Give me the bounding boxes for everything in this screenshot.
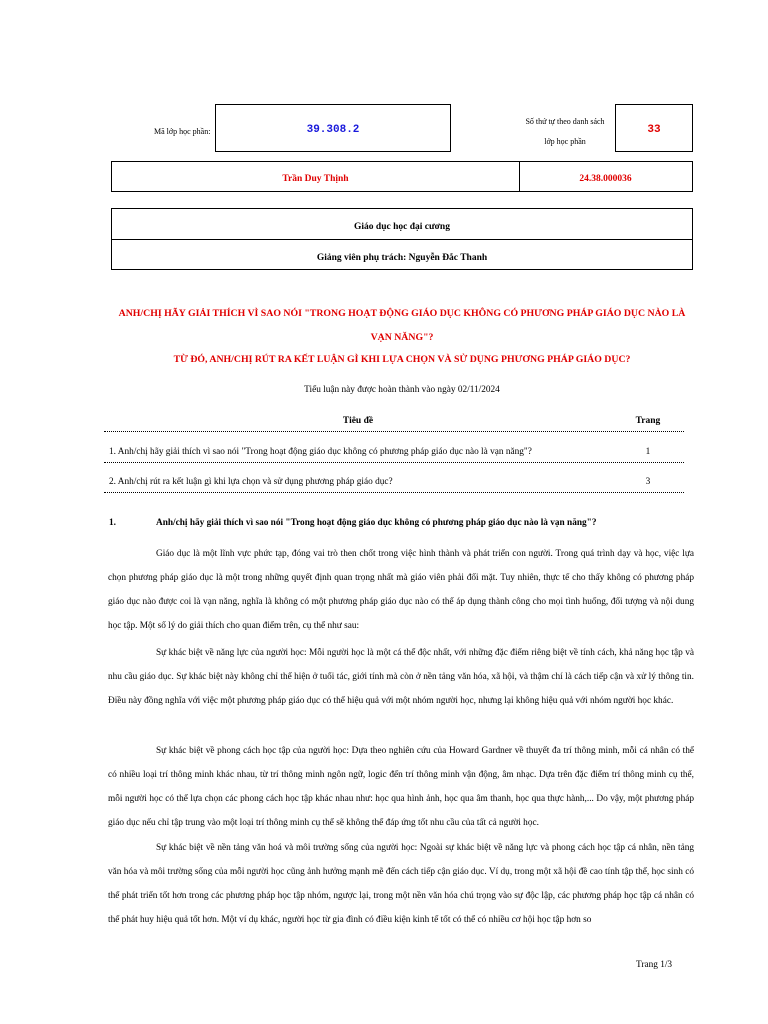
student-id: 24.38.000036 [579, 174, 632, 184]
ordinal-label-line2: lớp học phần [544, 137, 586, 146]
essay-title-line1: ANH/CHỊ HÃY GIẢI THÍCH VÌ SAO NÓI "TRONG HOẠT ĐỘNG GIÁO DỤC KHÔNG CÓ PHƯƠNG PHÁP GIÁO DỤC NÀO LÀ [118, 308, 686, 319]
toc-row-2-title[interactable]: 2. Anh/chị rút ra kết luận gì khi lựa chọn và sử dụng phương pháp giáo dục? [109, 477, 393, 487]
ordinal-box [615, 104, 693, 152]
paragraph-text: Sự khác biệt về phong cách học tập của người học: Dựa theo nghiên cứu của Howard Gardner về thuyết đa trí thông minh, mỗi cá nhân có thể có nhiều loại trí thông minh khác nhau, từ trí thông minh ngôn ngữ, logic đến trí thông minh vận động, âm nhạc. Dựa trên đặc điểm trí thông minh cụ thể, mỗi người học có thể lựa chọn các phong cách học tập khác nhau như: học qua hình ảnh, học qua âm thanh, học qua thực hành,... Do vậy, một phương pháp giáo dục nếu chỉ tập trung vào một loại trí thông minh cụ thể sẽ không thể đáp ứng tốt nhu cầu của tất cả người học. [108, 746, 694, 828]
essay-title-line2: VẠN NĂNG"? [370, 332, 434, 343]
course-divider [112, 239, 692, 240]
lecturer-name: Giảng viên phụ trách: Nguyễn Đắc Thanh [316, 253, 488, 263]
toc-divider [104, 492, 684, 493]
toc-row-1-title[interactable]: 1. Anh/chị hãy giải thích vì sao nói "Trong hoạt động giáo dục không có phương pháp giáo dục nào là vạn năng"? [109, 447, 532, 457]
page-number: Trang 1/3 [636, 960, 673, 970]
paragraph [108, 739, 694, 835]
student-name: Trần Duy Thịnh [282, 174, 349, 184]
section-1-heading: Anh/chị hãy giải thích vì sao nói "Trong hoạt động giáo dục không có phương pháp giáo dục nào là vạn năng"? [156, 518, 597, 528]
toc-header-title: Tiêu đề [342, 416, 374, 426]
toc-divider [104, 462, 684, 463]
paragraph [108, 836, 694, 932]
ordinal-label-line1: Số thứ tự theo danh sách [525, 117, 605, 126]
course-box [111, 208, 693, 270]
paragraph [108, 641, 694, 713]
section-1-number: 1. [109, 518, 116, 528]
toc-row-2-page[interactable]: 3 [645, 477, 651, 487]
student-info-box [111, 161, 693, 192]
toc-divider [104, 431, 684, 432]
paragraph [108, 542, 694, 638]
paragraph-text: Sự khác biệt về nền tảng văn hoá và môi trường sống của người học: Ngoài sự khác biệt về năng lực và phong cách học tập cá nhân, nền tảng văn hóa và môi trường sống của mỗi người học cũng ảnh hưởng mạnh mẽ đến cách tiếp cận giáo dục. Ví dụ, trong một xã hội đề cao tính tập thể, học sinh có thể phát triển tốt hơn trong các phương pháp học tập nhóm, ngược lại, trong một nền văn hóa chú trọng vào sự độc lập, các phương pháp học tập cá nhân có thể phát huy hiệu quả tốt hơn. Một ví dụ khác, người học từ gia đình có điều kiện kinh tế tốt có thể có nhiều cơ hội học tập hơn so [108, 843, 694, 925]
paragraph-text: Giáo dục là một lĩnh vực phức tạp, đóng vai trò then chốt trong việc hình thành và phát triển con người. Trong quá trình dạy và học, việc lựa chọn phương pháp giáo dục là một trong những quyết định quan trọng nhất mà giáo viên phải đối mặt. Tuy nhiên, thực tế cho thấy không có phương pháp giáo dục nào được coi là vạn năng, nghĩa là không có một phương pháp giáo dục nào có thể áp dụng thành công cho mọi tình huống, đối tượng và nội dung học tập. Một số lý do giải thích cho quan điểm trên, cụ thể như sau: [108, 549, 694, 631]
toc-row-1-page[interactable]: 1 [645, 447, 651, 457]
toc-header-page: Trang [635, 416, 661, 426]
ordinal-value: 33 [647, 124, 661, 136]
completion-note: Tiểu luận này được hoàn thành vào ngày 02/11/2024 [304, 385, 500, 395]
class-code-label: Mã lớp học phần: [154, 127, 211, 136]
course-name: Giáo dục học đại cương [354, 222, 450, 232]
paragraph-text: Sự khác biệt về năng lực của người học: Mỗi người học là một cá thể độc nhất, với những đặc điểm riêng biệt về tính cách, khả năng học tập và nhu cầu giáo dục. Sự khác biệt này không chỉ thể hiện ở tuổi tác, giới tính mà còn ở nền tảng văn hóa, xã hội, và thậm chí là cách tiếp cận và xử lý thông tin. Điều này đồng nghĩa với việc một phương pháp giáo dục có thể hiệu quả với một nhóm người học, nhưng lại không hiệu quả với nhóm người học khác. [108, 648, 694, 706]
essay-title-line3: TỪ ĐÓ, ANH/CHỊ RÚT RA KẾT LUẬN GÌ KHI LỰA CHỌN VÀ SỬ DỤNG PHƯƠNG PHÁP GIÁO DỤC? [173, 354, 631, 365]
class-code-box [215, 104, 451, 152]
class-code-value: 39.308.2 [306, 124, 360, 136]
